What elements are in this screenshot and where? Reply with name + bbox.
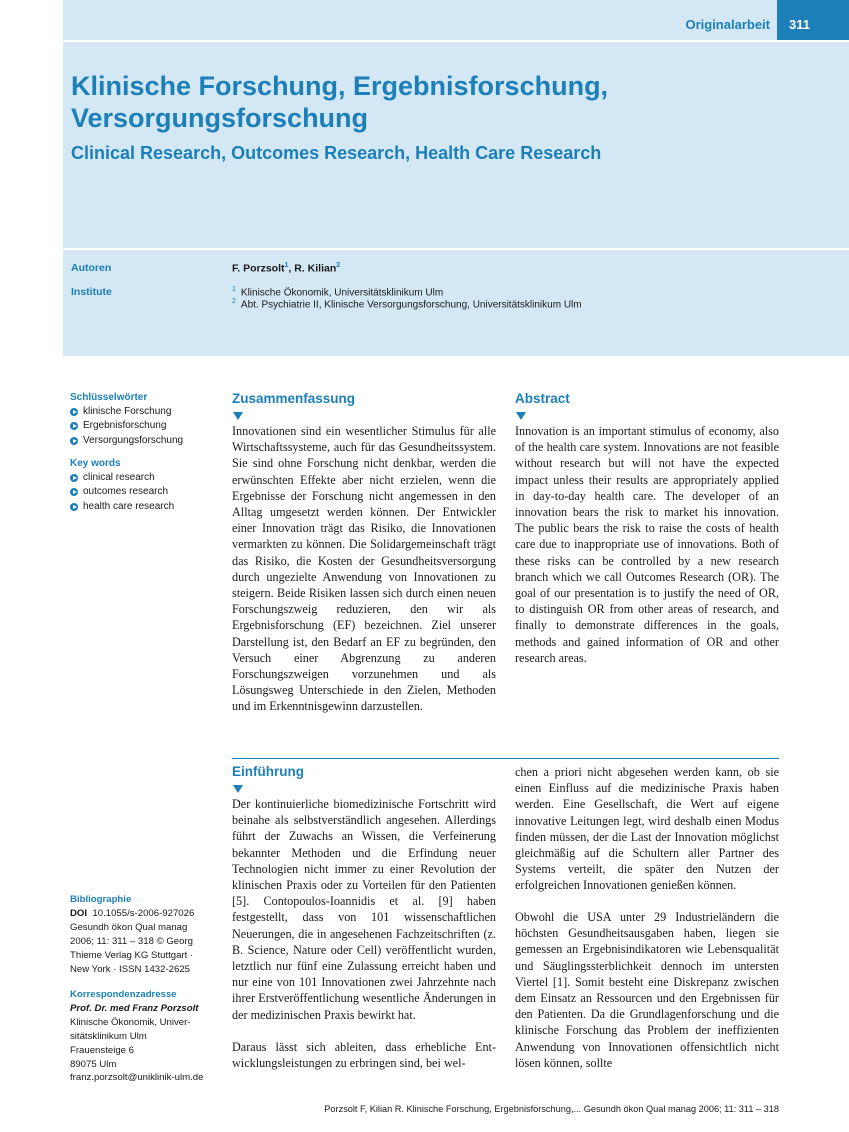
keyword-item (70, 434, 183, 448)
section-label: Originalarbeit (685, 17, 770, 32)
abstract-heading: Abstract (515, 391, 570, 406)
summary-heading: Zusammenfassung (232, 391, 356, 406)
triangle-down-icon (233, 785, 243, 793)
article-title (71, 70, 771, 134)
arrow-bullet-icon (70, 488, 78, 496)
institute-text: Abt. Psychiatrie II, Klinische Versorgungsforschung, Universitätsklinikum Ulm (240, 299, 582, 311)
email-link[interactable]: franz.porzsolt@uniklinik-ulm.de (70, 1072, 204, 1084)
institute-text: Klinische Ökonomik, Universitätsklinikum Ulm (240, 287, 444, 299)
authors (232, 262, 340, 275)
abstract-text: Innovation is an important stimulus of economy, also of the health care system. Innovations are not feasible without research but will not have the expected impact unless their results are appropriately applied in day-to-day health care. The developer of an innovation bears the risk to market his innovation. The public bears the risk to raise the costs of health care due to inappropriate use of innovations. Both of these risks can be controlled by a new research branch which we call Outcomes Research (OR). The goal of our presentation is to justify the need of OR, to distinguish OR from other areas of research, and finally to demonstrate differences in the goals, methods and gained information of OR and other research areas. (515, 424, 779, 665)
introduction-paragraph: Der kontinuierliche biomedizinische Fortschritt wird beinahe als selbstverständlich angesehen. Allerdings führt der Zuwachs an Wissen, die Verfeinerung bekannter Methoden und die Erfindung neuer Technologien nicht immer zu einer Revolution der klinischen Praxis oder zu Vorteilen für den Patienten [5]. Contopoulos-Ioannidis et al. [9] haben festgestellt, dass von 101 wissenschaftlichen Neuerungen, die in angesehenen Fachzeitschriften (z. B. Science, Nature oder Cell) veröffentlicht wurden, letztlich nur fünf eine Zulassung erreicht haben und nur eine von 101 Innovationen zwei Jahrzehnte nach ihrer Erstveröffentlichung wesentliche Änderungen in der medizinischen Praxis bewirkt hat. (232, 797, 496, 1022)
address-line: sitätsklinikum Ulm (70, 1030, 147, 1042)
author-2: R. Kilian (294, 262, 337, 275)
keywords-de-list (70, 405, 183, 448)
doi-value[interactable]: 10.1055/s-2006-927026 (92, 907, 195, 919)
author-separator: , (288, 262, 295, 275)
arrow-bullet-icon (70, 408, 78, 416)
institute-label: Institute (71, 286, 112, 298)
keywords-en-list (70, 471, 174, 514)
bibliography-line: Gesundh ökon Qual manag (70, 921, 188, 933)
introduction-paragraph: chen a priori nicht abgesehen werden kann, ob sie einen Einfluss auf die medizinische Praxis haben werden. Eine Gesellschaft, die Wert auf eigene innovative Leitungen legt, wird deshalb einen Modus finden müssen, der die Last der Innovation möglichst gleichmäßig auf die Schultern aller Partner des Systems verteilt, die später den Nutzen der erfolgreichen Innovationen genießen können. (515, 765, 779, 893)
keyword-item (70, 405, 183, 419)
page-number: 311 (777, 0, 849, 40)
institute-number: 1 (232, 286, 236, 293)
section-divider (232, 758, 779, 759)
title-line-1: Klinische Forschung, Ergebnisforschung, (71, 71, 609, 101)
arrow-bullet-icon (70, 474, 78, 482)
author-1: F. Porzsolt (232, 262, 285, 275)
introduction-paragraph: Daraus lässt sich ableiten, dass erhebliche Entwicklungsleistungen zu erbringen sind, bei wel- (232, 1040, 496, 1071)
title-line-2: Versorgungsforschung (71, 103, 369, 133)
header-top-strip (63, 0, 849, 42)
footer-citation: Porzsolt F, Kilian R. Klinische Forschung, Ergebnisforschung,... Gesundh ökon Qual manag 2006; 11: 311 – 318 (324, 1104, 779, 1114)
institute-line (232, 298, 582, 310)
header-divider (63, 248, 849, 250)
keyword-text: klinische Forschung (83, 406, 172, 417)
keyword-text: Versorgungsforschung (83, 434, 184, 446)
triangle-down-icon (516, 412, 526, 420)
keyword-item (70, 471, 174, 485)
bibliography-line: New York · ISSN 1432-2625 (70, 963, 190, 975)
keyword-text: health care research (83, 500, 175, 512)
triangle-down-icon (233, 412, 243, 420)
keyword-item (70, 485, 174, 499)
correspondence-block (70, 988, 220, 1085)
summary-text: Innovationen sind ein wesentlicher Stimulus für alle Wirtschaftssysteme, auch für das Gesundheitssystem. Sie sind ohne Forschung nicht denkbar, werden die erwünschten Effekte aber nicht erzielen, wenn die Ergebnisse der Forschung nicht angemessen in den Alltag umgesetzt werden können. Der Entwickler einer Innovation trägt das Risiko, die Innovationen vermarkten zu können. Die Solidargemeinschaft trägt das Risiko, die Kosten der Gesundheitsversorgung durch ungezielte Anwendung von Innovationen zu steigern. Beide Risiken lassen sich durch einen neuen Forschungszweig reduzieren, den wir als Ergebnisforschung (EF) bezeichnen. Ziel unserer Darstellung ist, den Bedarf an EF zu begründen, den Versuch einer Abgrenzung zu anderen Forschungszweigen vorzunehmen und als Lösungsweg Unterschiede in den Zielen, Methoden und im Erkenntnisgewinn darzustellen. (232, 424, 496, 714)
keyword-text: Ergebnisforschung (83, 420, 167, 432)
institute-line (232, 286, 443, 298)
keyword-item (70, 500, 174, 514)
bibliography-line: Thieme Verlag KG Stuttgart · (70, 949, 194, 961)
correspondence-name: Prof. Dr. med Franz Porzsolt (70, 1002, 199, 1014)
article-subtitle: Clinical Research, Outcomes Research, Health Care Research (71, 143, 602, 163)
bibliography-block (70, 893, 220, 976)
author-1-affiliation: 1 (284, 262, 289, 269)
keyword-text: clinical research (83, 472, 155, 483)
address-line: Frauensteige 6 (70, 1044, 134, 1056)
keyword-item (70, 419, 183, 433)
arrow-bullet-icon (70, 503, 78, 511)
introduction-paragraph: Obwohl die USA unter 29 Industrieländern die höchsten Gesundheitsausgaben haben, liegen sie gemessen an Ergebnisindikatoren wie Lebensqualität und Säuglingssterblichkeit dennoch im untersten Viertel [1]. Somit besteht eine Diskrepanz zwischen dem Einsatz an Ressourcen und den Ergebnissen für den Patienten. Da die Grundlagenforschung und die klinische Forschung das Problem der ineffizienten Anwendung von Innovationen offensichtlich nicht lösen können, sollte (515, 910, 779, 1070)
keywords-de-heading: Schlüsselwörter (70, 392, 148, 403)
introduction-heading: Einführung (232, 764, 304, 779)
doi-label: DOI (70, 907, 88, 919)
keyword-text: outcomes research (83, 486, 169, 498)
arrow-bullet-icon (70, 422, 78, 430)
institute-number: 2 (232, 298, 236, 305)
address-line: Klinische Ökonomik, Univer- (70, 1016, 191, 1028)
keywords-en-heading: Key words (70, 458, 121, 469)
address-line: 89075 Ulm (70, 1058, 117, 1070)
article-header (63, 0, 849, 356)
bibliography-heading: Bibliographie (70, 894, 132, 905)
arrow-bullet-icon (70, 437, 78, 445)
bibliography-line: 2006; 11: 311 – 318 © Georg (70, 935, 193, 947)
correspondence-heading: Korrespondenzadresse (70, 989, 177, 1000)
author-2-affiliation: 2 (336, 262, 341, 269)
authors-label: Autoren (71, 262, 112, 274)
